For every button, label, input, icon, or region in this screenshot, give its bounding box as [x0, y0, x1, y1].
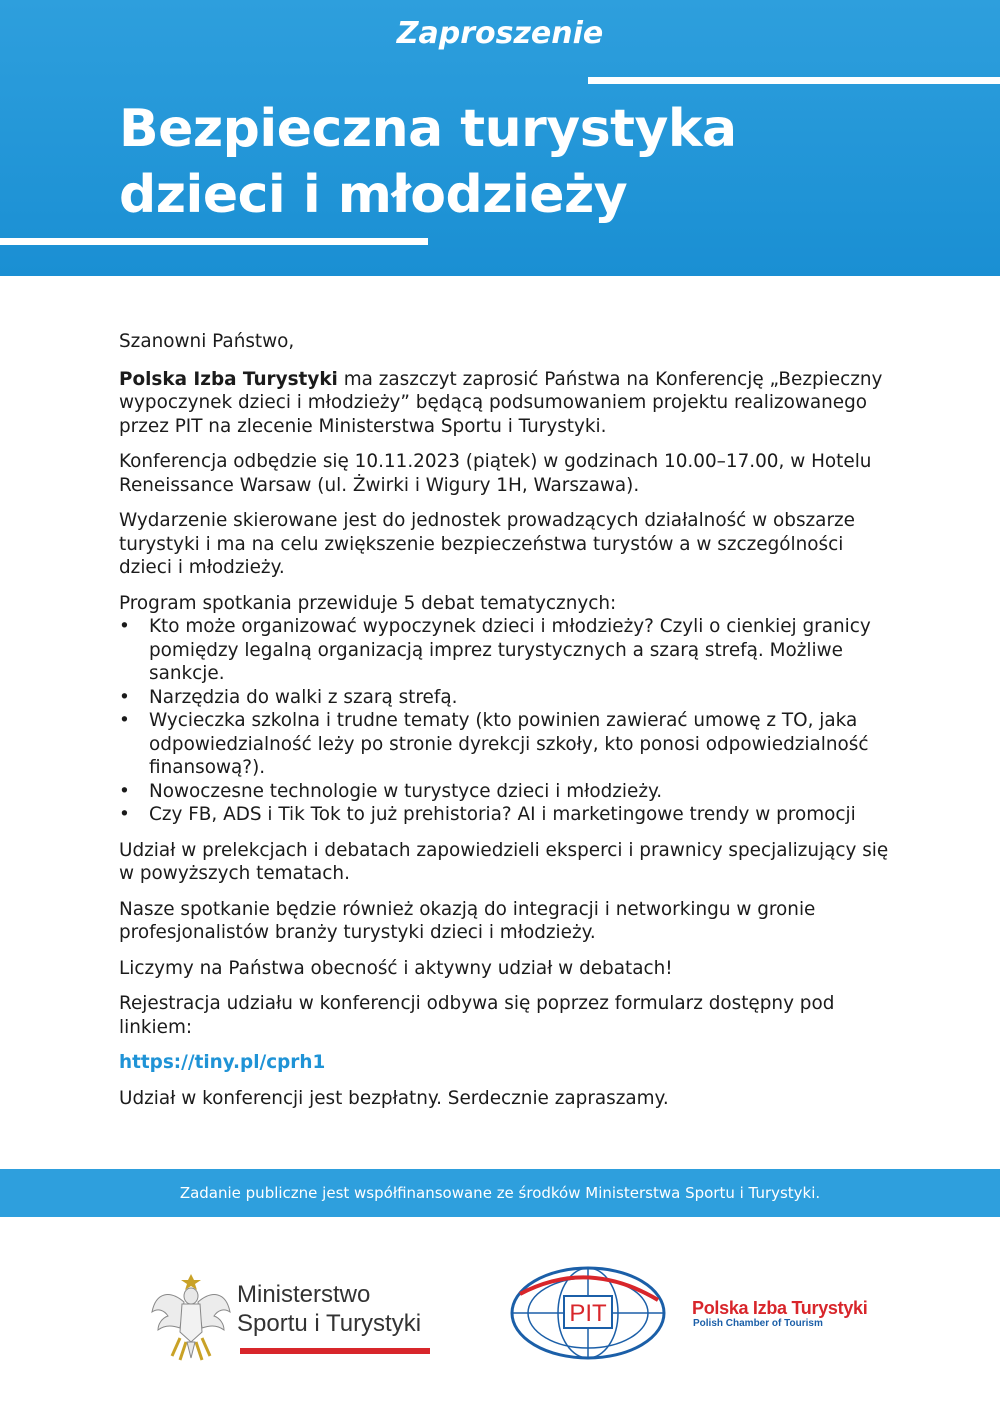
kicker: Zaproszenie [396, 16, 604, 51]
ministry-logo-underline [240, 1348, 430, 1354]
title-line-1: Bezpieczna turystyka [119, 99, 737, 159]
registration-link[interactable]: https://tiny.pl/cprh1 [119, 1052, 326, 1073]
program-lead: Program spotkania przewiduje 5 debat tematycznych: [119, 592, 617, 614]
header-rule-bottom [0, 238, 428, 245]
paragraph-invitation [119, 368, 899, 439]
ministry-line-1: Ministerstwo [237, 1281, 371, 1308]
list-item: • Nowoczesne technologie w turystyce dzieci i młodzieży. [119, 780, 899, 804]
paragraph-experts: Udział w prelekcjach i debatach zapowiedzieli eksperci i prawnicy specjalizujący się w powyższych tematach. [119, 839, 889, 884]
program-list [119, 615, 899, 827]
ministry-logo-text [237, 1280, 421, 1338]
invitation-text: ma zaszczyt zaprosić Państwa na Konferencję „Bezpieczny wypoczynek dzieci i młodzieży” będącą podsumowaniem projektu realizowanego przez PIT na zlecenie Ministerstwa Sportu i Turystyki. [119, 368, 883, 437]
list-item: • Kto może organizować wypoczynek dzieci i młodzieży? Czyli o cienkiej granicy pomiędzy legalną organizacją imprez turystycznych a szarą strefą. Możliwe sankcje. [119, 615, 899, 686]
paragraph-closing: Liczymy na Państwa obecność i aktywny udział w debatach! [119, 957, 673, 979]
paragraph-audience: Wydarzenie skierowane jest do jednostek prowadzących działalność w obszarze turystyki i ma na celu zwiększenie bezpieczeństwa turystów a w szczególności dzieci i młodzieży. [119, 510, 855, 578]
ministry-line-2: Sportu i Turystyki [237, 1310, 422, 1337]
header-banner [0, 0, 1000, 276]
list-item: • Czy FB, ADS i Tik Tok to już prehistoria? AI i marketingowe trendy w promocji [119, 803, 899, 827]
registration-link-wrap [119, 1051, 899, 1075]
pit-name: Polska Izba Turystyki [692, 1298, 868, 1318]
pit-subtitle: Polish Chamber of Tourism [693, 1318, 823, 1329]
organizer-name: Polska Izba Turystyki [119, 368, 338, 390]
title-line-2: dzieci i młodzieży [119, 165, 628, 225]
page-title [119, 96, 737, 228]
paragraph-free: Udział w konferencji jest bezpłatny. Serdecznie zapraszamy. [119, 1087, 669, 1109]
eagle-emblem-icon [150, 1272, 232, 1364]
paragraph-networking: Nasze spotkanie będzie również okazją do integracji i networkingu w gronie profesjonalistów branży turystyki dzieci i młodzieży. [119, 898, 816, 943]
funding-band: Zadanie publiczne jest współfinansowane ze środków Ministerstwa Sportu i Turystyki. [0, 1169, 1000, 1217]
pit-badge-text: PIT [569, 1300, 607, 1327]
list-item: • Wycieczka szkolna i trudne tematy (kto powinien zawierać umowę z TO, jaka odpowiedzialność leży po stronie dyrekcji szkoły, kto ponosi odpowiedzialność finansową?). [119, 709, 899, 780]
header-rule-top [588, 77, 1000, 84]
sponsor-logos [0, 1260, 1000, 1370]
letter-body [119, 330, 899, 1122]
paragraph-date-venue: Konferencja odbędzie się 10.11.2023 (piątek) w godzinach 10.00–17.00, w Hotelu Reneissance Warsaw (ul. Żwirki i Wigury 1H, Warszawa). [119, 451, 872, 496]
list-item: • Narzędzia do walki z szarą strefą. [119, 686, 899, 710]
pit-globe-logo-icon [508, 1264, 668, 1362]
paragraph-registration: Rejestracja udziału w konferencji odbywa się poprzez formularz dostępny pod linkiem: [119, 993, 835, 1038]
salutation: Szanowni Państwo, [119, 331, 295, 352]
